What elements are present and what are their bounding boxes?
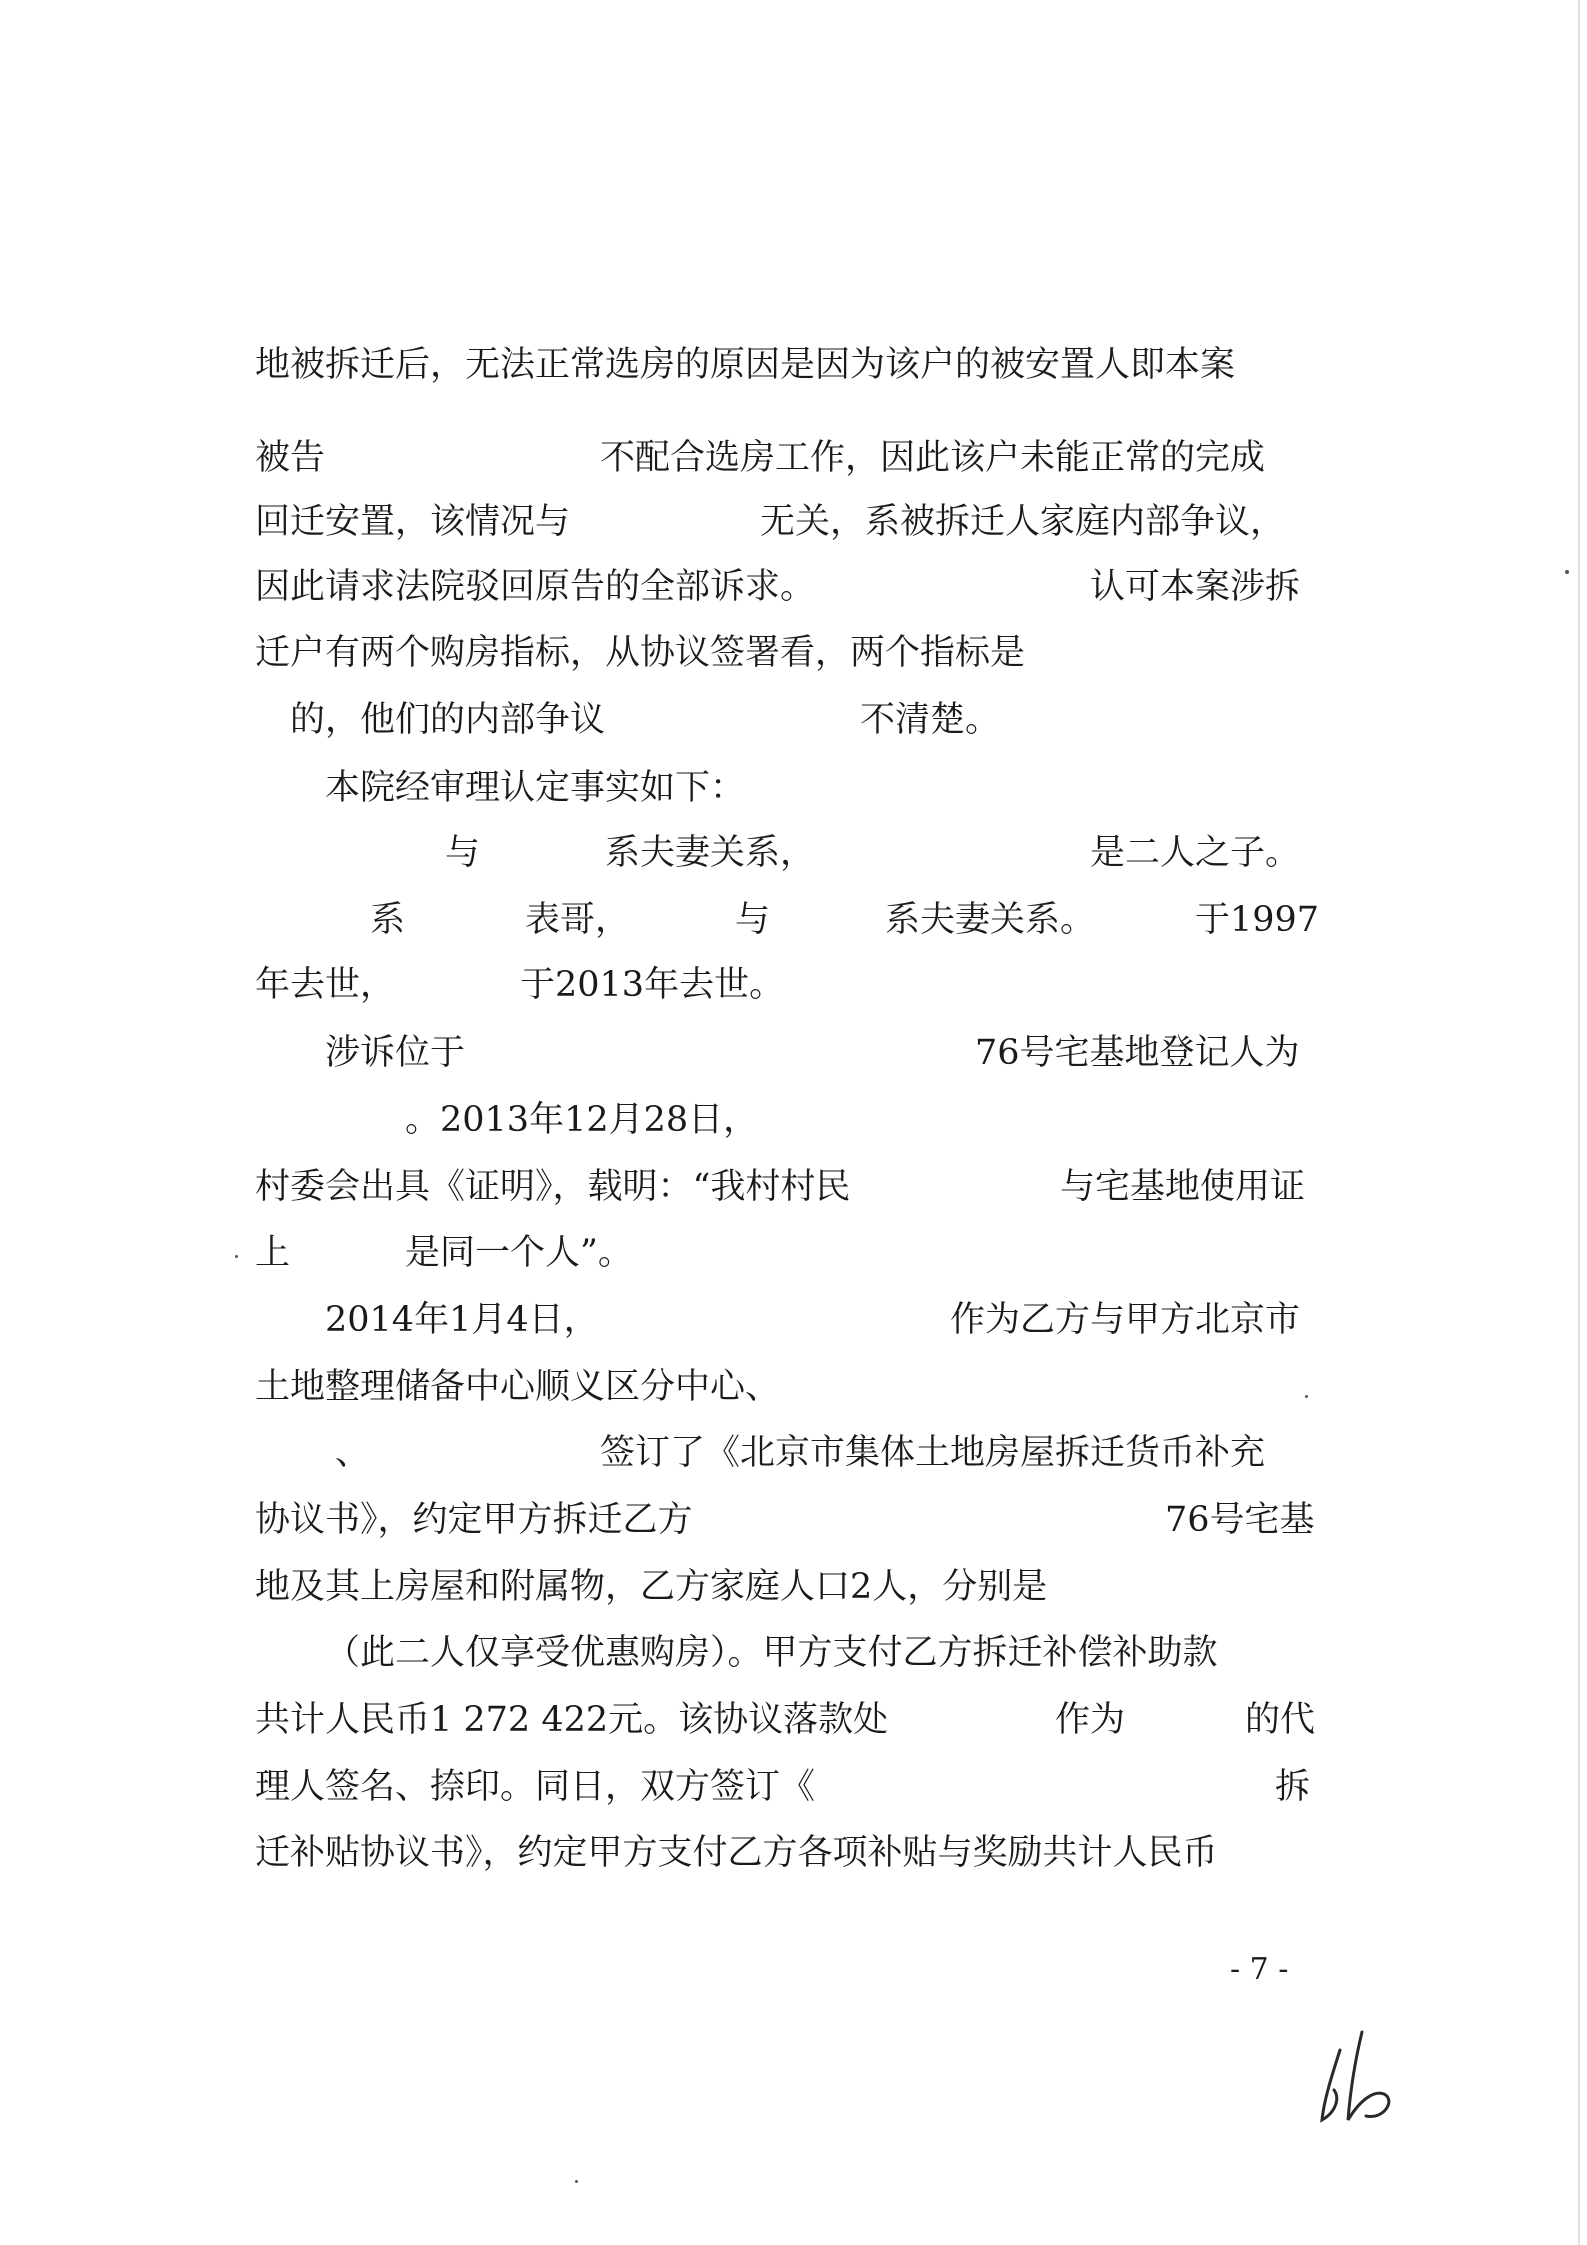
text-segment: 村委会出具《证明》，载明：“我村村民: [255, 1167, 851, 1207]
text-segment: 上: [255, 1233, 291, 1273]
text-line: [255, 1152, 1315, 1222]
text-segment: 系夫妻关系，: [605, 833, 816, 873]
text-line: [255, 1485, 1315, 1555]
text-segment: 于2013年去世。: [520, 965, 785, 1005]
text-line: [255, 552, 1315, 622]
text-segment: 、: [335, 1433, 371, 1473]
text-segment: 系: [370, 900, 406, 940]
text-segment: 回迁安置，该情况与: [255, 502, 571, 542]
text-segment: 土地整理储备中心顺义区分中心、: [255, 1367, 781, 1407]
text-segment: 76号宅基: [1165, 1500, 1315, 1540]
text-segment: 的，他们的内部争议: [290, 700, 606, 740]
text-segment: 与: [445, 833, 481, 873]
text-line: [255, 1552, 1315, 1622]
text-segment: 本院经审理认定事实如下：: [325, 768, 746, 808]
scan-speck: [575, 2180, 578, 2183]
page-number: - 7 -: [1230, 1952, 1289, 1987]
text-segment: 理人签名、捺印。同日，双方签订《: [255, 1767, 816, 1807]
text-segment: 与: [735, 900, 771, 940]
text-segment: 表哥，: [525, 900, 631, 940]
text-segment: 地被拆迁后，无法正常选房的原因是因为该户的被安置人即本案: [255, 345, 1236, 385]
text-line: [255, 1752, 1315, 1822]
text-line: [255, 423, 1315, 493]
scan-speck: [1565, 570, 1569, 574]
text-segment: 作为: [1055, 1700, 1126, 1740]
text-line: [255, 1018, 1315, 1088]
text-segment: 不配合选房工作，因此该户未能正常的完成: [600, 438, 1266, 478]
text-line: [255, 885, 1320, 955]
text-segment: 涉诉位于: [325, 1033, 466, 1073]
text-segment: 76号宅基地登记人为: [975, 1033, 1300, 1073]
text-segment: 签订了《北京市集体土地房屋拆迁货币补充: [600, 1433, 1266, 1473]
text-segment: 无关，系被拆迁人家庭内部争议，: [760, 502, 1286, 542]
text-line: [255, 1218, 1315, 1288]
text-line: [255, 618, 1315, 688]
text-segment: 迁补贴协议书》，约定甲方支付乙方各项补贴与奖励共计人民币: [255, 1833, 1218, 1873]
text-line: [255, 685, 1315, 755]
text-segment: 是同一个人”。: [405, 1233, 633, 1273]
text-segment: 协议书》，约定甲方拆迁乙方: [255, 1500, 693, 1540]
text-segment: 于1997: [1195, 900, 1320, 940]
text-segment: 的代: [1245, 1700, 1316, 1740]
text-line: [255, 1352, 1315, 1422]
text-segment: 共计人民币1 272 422元。该协议落款处: [255, 1700, 889, 1740]
text-segment: 认可本案涉拆: [1090, 567, 1301, 607]
text-line: [255, 1418, 1315, 1488]
text-line: [255, 753, 1315, 823]
text-segment: 2014年1月4日，: [325, 1300, 599, 1340]
text-line: [255, 1285, 1315, 1355]
text-line: [255, 950, 1315, 1020]
text-segment: 。2013年12月28日，: [405, 1100, 759, 1140]
text-segment: （此二人仅享受优惠购房）。甲方支付乙方拆迁补偿补助款: [325, 1633, 1218, 1673]
text-segment: 作为乙方与甲方北京市: [950, 1300, 1301, 1340]
page-edge-shadow: [1578, 0, 1580, 2245]
text-line: [255, 818, 1315, 888]
text-segment: 被告: [255, 438, 326, 478]
text-line: [255, 330, 1315, 400]
text-segment: 与宅基地使用证: [1060, 1167, 1306, 1207]
scan-speck: [235, 1255, 238, 1258]
text-line: [255, 1818, 1315, 1888]
text-segment: 系夫妻关系。: [885, 900, 1096, 940]
text-segment: 不清楚。: [860, 700, 1001, 740]
text-segment: 迁户有两个购房指标，从协议签署看，两个指标是: [255, 633, 1026, 673]
text-segment: 拆: [1275, 1767, 1311, 1807]
text-line: [255, 1685, 1315, 1755]
text-segment: 是二人之子。: [1090, 833, 1301, 873]
handwritten-page-mark: [1310, 2020, 1420, 2130]
text-segment: 地及其上房屋和附属物，乙方家庭人口2人，分别是: [255, 1567, 1048, 1607]
text-segment: 因此请求法院驳回原告的全部诉求。: [255, 567, 816, 607]
text-segment: 年去世，: [255, 965, 396, 1005]
scan-speck: [1305, 1395, 1308, 1398]
text-line: [255, 1085, 1315, 1155]
text-line: [255, 1618, 1315, 1688]
text-line: [255, 487, 1315, 557]
